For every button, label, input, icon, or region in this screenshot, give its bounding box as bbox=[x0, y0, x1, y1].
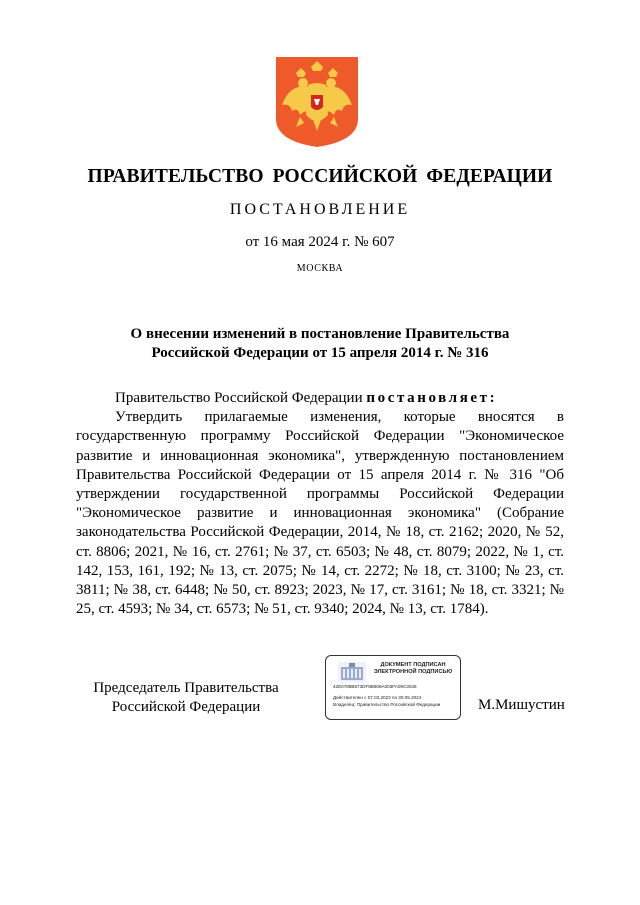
document-subject bbox=[0, 325, 640, 363]
preamble bbox=[76, 389, 564, 408]
date-and-number: от 16 мая 2024 г. № 607 bbox=[245, 234, 395, 250]
city: МОСКВА bbox=[296, 263, 344, 274]
certificate-owner: Владелец: Правительство Российской Федерации bbox=[333, 702, 441, 707]
position-line-2: Российской Федерации bbox=[111, 699, 261, 715]
preamble-text: Правительство Российской Федерации bbox=[115, 390, 367, 406]
main-paragraph: Утвердить прилагаемые изменения, которые вносятся в государственную программу Российской Федерации "Экономическое развитие и инновационная экономика", утвержденную постановлением Правительства Российской Федерации от 15 апреля 2014 г. № 316 "Об утверждении государственной программы Российской Федерации "Экономическое развитие и инновационная экономика" (Собрание законодательства Российской Федерации, 2014, № 18, ст. 2162; 2020, № 52, ст. 8806; 2021, № 16, ст. 2761; № 37, ст. 6503; № 48, ст. 8079; 2022, № 1, ст. 142, 153, 161, 192; № 13, ст. 2075; № 14, ст. 2272; № 18, ст. 3100; № 23, ст. 3811; № 38, ст. 6448; № 50, ст. 8923; 2023, № 17, ст. 3161; № 18, ст. 3321; № 25, ст. 4593; № 34, ст. 6573; № 51, ст. 9340; 2024, № 13, ст. 1784). bbox=[76, 409, 564, 618]
stamp-title bbox=[370, 662, 456, 676]
certificate-validity: Действителен с 07.03.2023 по 30.05.2024 bbox=[333, 695, 422, 700]
coat-of-arms-icon bbox=[276, 57, 358, 147]
signatory-position bbox=[76, 679, 296, 717]
stamp-title-line-1: ДОКУМЕНТ ПОДПИСАН bbox=[380, 662, 446, 668]
subject-line-1: О внесении изменений в постановление Правительства bbox=[130, 326, 510, 342]
signatory-name: М.Мишустин bbox=[478, 697, 565, 713]
document-type: ПОСТАНОВЛЕНИЕ bbox=[229, 201, 411, 218]
building-icon bbox=[338, 662, 366, 682]
stamp-title-line-2: ЭЛЕКТРОННОЙ ПОДПИСЬЮ bbox=[373, 669, 453, 675]
electronic-signature-stamp bbox=[325, 655, 461, 720]
position-line-1: Председатель Правительства bbox=[93, 680, 279, 696]
government-title: ПРАВИТЕЛЬСТВО РОССИЙСКОЙ ФЕДЕРАЦИИ bbox=[87, 166, 553, 187]
decree-verb: постановляет: bbox=[366, 390, 498, 406]
document-body bbox=[76, 389, 564, 619]
certificate-serial: 42E0788B573DF8B808A003FA09C3038 bbox=[333, 684, 417, 689]
subject-line-2: Российской Федерации от 15 апреля 2014 г. № 316 bbox=[151, 345, 489, 361]
